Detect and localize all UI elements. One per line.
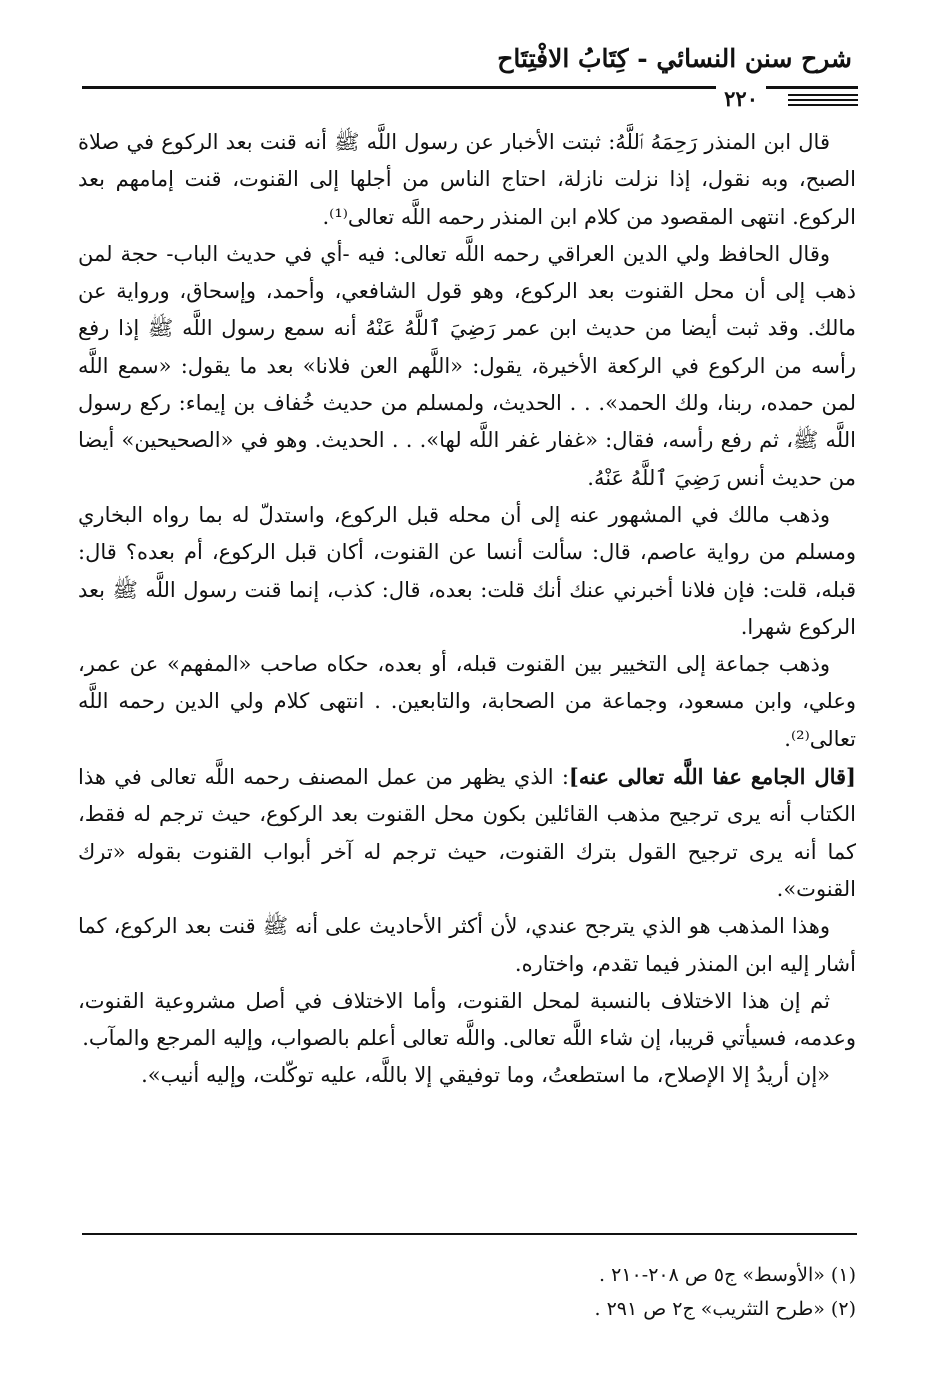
paragraph-text: وذهب مالك في المشهور عنه إلى أن محله قبل الركوع، واستدلّ له بما رواه البخاري ومسلم من رواية عاصم، قال: سألت أنسا عن القنوت، أكان قبل الركوع، أم بعده؟ قال: قبله، قلت: فإن فلانا أخبرني عنك أنك قلت: بعده، قال: كذب، إنما قنت رسول اللَّه ﷺ بعد الركوع شهرا. <box>78 502 856 639</box>
paragraph-text: ثم إن هذا الاختلاف بالنسبة لمحل القنوت، وأما الاختلاف في أصل مشروعية القنوت، وعدمه، فسيأتي قريبا، إن شاء اللَّه تعالى. واللَّه تعالى أعلم بالصواب، وإليه المرجع والمآب. <box>78 988 856 1051</box>
paragraph-text: وهذا المذهب هو الذي يترجح عندي، لأن أكثر الأحاديث على أنه ﷺ قنت بعد الركوع، كما أشار إليه ابن المنذر فيما تقدم، واختاره. <box>78 914 856 976</box>
paragraph <box>78 908 856 983</box>
paragraph <box>78 758 856 908</box>
compiler-note-lead: [قال الجامع عفا اللَّه تعالى عنه] <box>568 764 856 790</box>
paragraph-text: قال ابن المنذر رَحِمَهُ ٱللَّهُ: ثبتت الأخبار عن رسول اللَّه ﷺ أنه قنت بعد الركوع في صلاة الصبح، وبه نقول، إذا نزلت نازلة، احتاج الناس من أجلها إلى القنوت، قنت إمامهم بعد الركوع. انتهى المقصود من كلام ابن المنذر رحمه اللَّه تعالى⁽¹⁾. <box>78 130 856 229</box>
page-number-rules <box>788 94 858 109</box>
page-number-row <box>80 84 858 114</box>
paragraph-text: وقال الحافظ ولي الدين العراقي رحمه اللَّه تعالى: فيه -أي في حديث الباب- حجة لمن ذهب إلى أن محل القنوت بعد الركوع، وهو قول الشافعي، وأحمد، وإسحاق، ورواية عن مالك. وقد ثبت أيضا من حديث ابن عمر رَضِيَ ٱللَّهُ عَنْهُ أنه سمع رسول اللَّه ﷺ إذا رفع رأسه من الركوع في الركعة الأخيرة، يقول: «اللَّهم العن فلانا» بعد ما يقول: «سمع اللَّه لمن حمده، ربنا، ولك الحمد». . . الحديث، ولمسلم من حديث خُفاف بن إيماء: ركع رسول اللَّه ﷺ، ثم رفع رأسه، فقال: «غفار غفر اللَّه لها». . . الحديث. وهو في «الصحيحين» أيضا من حديث أنس رَضِيَ ٱللَّهُ عَنْهُ. <box>78 241 856 490</box>
paragraph <box>78 124 856 236</box>
page-number: ٢٢٠ <box>716 86 766 111</box>
paragraph <box>78 1057 856 1094</box>
running-header-title: شرح سنن النسائي - كِتَابُ الافْتِتَاح <box>497 44 852 73</box>
footnote: (٢) «طرح التثريب» ج٢ ص ٢٩١ . <box>594 1298 856 1320</box>
main-text <box>78 124 856 1095</box>
footnotes <box>82 1258 856 1326</box>
paragraph <box>78 983 856 1058</box>
paragraph <box>78 236 856 497</box>
paragraph-text: وذهب جماعة إلى التخيير بين القنوت قبله، أو بعده، حكاه صاحب «المفهم» عن عمر، وعلي، وابن مسعود، وجماعة من الصحابة، والتابعين. . انتهى كلام ولي الدين رحمه اللَّه تعالى⁽²⁾. <box>78 652 856 751</box>
paragraph <box>78 646 856 758</box>
footnote: (١) «الأوسط» ج٥ ص ٢٠٨-٢١٠ . <box>599 1264 856 1286</box>
paragraph <box>78 497 856 646</box>
paragraph-text: : الذي يظهر من عمل المصنف رحمه اللَّه تعالى في هذا الكتاب أنه يرى ترجيح مذهب القائلين بكون محل القنوت بعد الركوع، حيث ترجم له فقط، كما أنه يرى ترجيح القول بترك القنوت، حيث ترجم له آخر أبواب القنوت بقوله «ترك القنوت». <box>78 765 856 901</box>
closing-quote: «إن أريدُ إلا الإصلاح، ما استطعتُ، وما توفيقي إلا باللَّه، عليه توكّلت، وإليه أنيب». <box>141 1063 830 1088</box>
footnote-separator <box>82 1233 857 1235</box>
